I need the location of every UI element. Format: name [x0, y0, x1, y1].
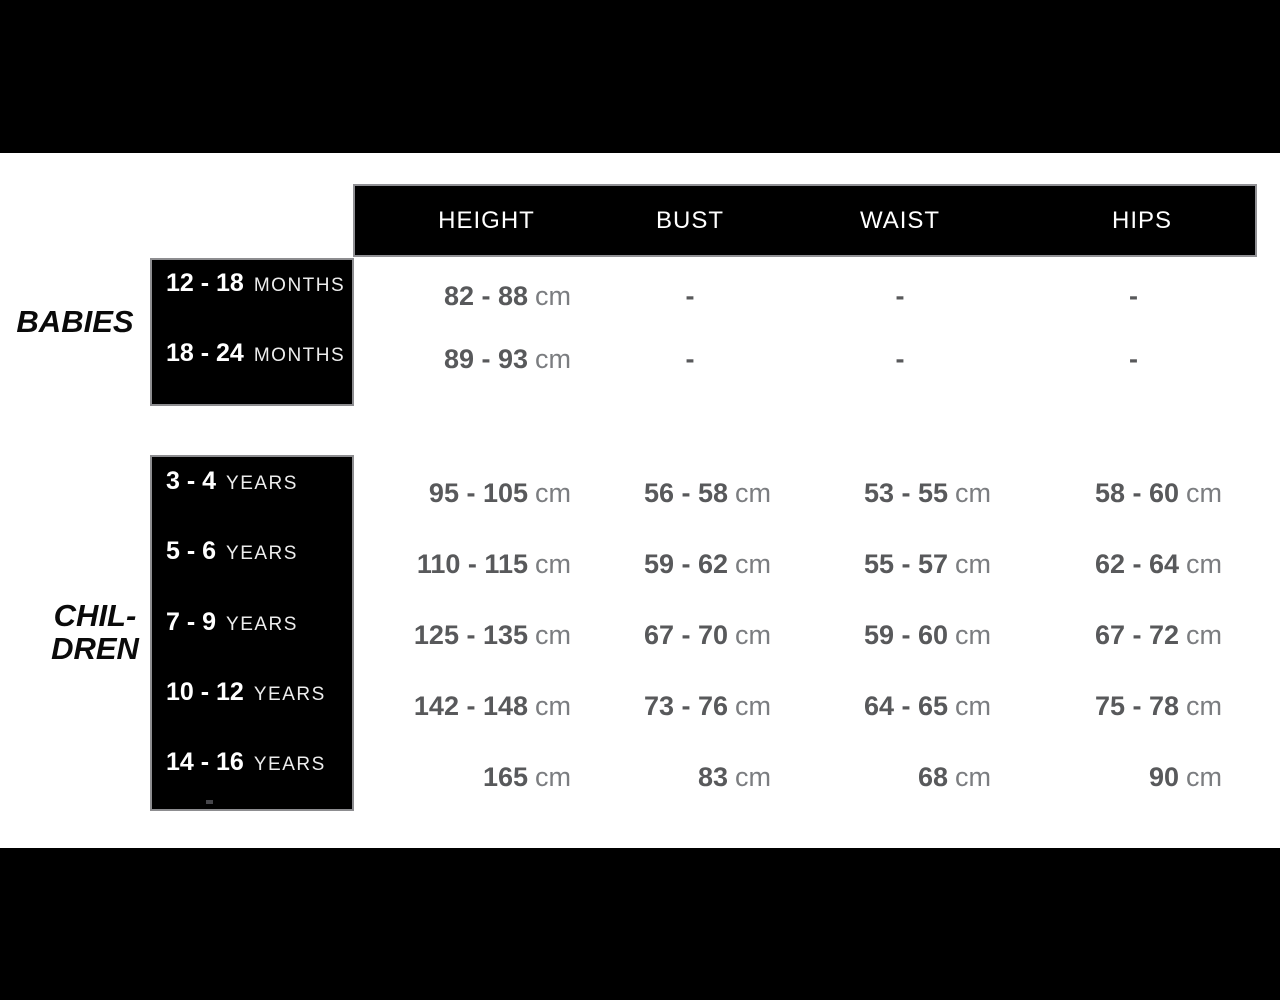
bottom-black-bar	[0, 848, 1280, 1000]
measurement-row	[353, 689, 1257, 728]
height-cell	[353, 279, 590, 318]
measurement-unit: cm	[735, 549, 771, 579]
age-range-value: 3 - 4	[166, 467, 217, 495]
column-header-height: HEIGHT	[438, 206, 535, 234]
empty-dash: -	[1129, 281, 1138, 311]
age-range-unit: YEARS	[226, 614, 298, 635]
column-header-hips: HIPS	[1111, 206, 1172, 234]
bust-cell	[590, 689, 790, 728]
bust-cell	[590, 342, 790, 381]
age-range-value: 14 - 16	[166, 748, 244, 776]
measurement-unit: cm	[535, 281, 571, 311]
measurement-value: 73 - 76	[643, 691, 728, 721]
age-range-unit: YEARS	[253, 684, 326, 705]
group-title-children	[20, 599, 170, 665]
age-range-unit: YEARS	[226, 473, 298, 494]
top-black-bar	[0, 0, 1280, 153]
measurement-value: 75 - 78	[1094, 691, 1179, 721]
age-range-unit: MONTHS	[253, 275, 346, 296]
age-label-box-children	[150, 455, 354, 811]
measurement-row	[353, 547, 1257, 586]
measurement-unit: cm	[735, 620, 771, 650]
waist-cell	[790, 618, 1010, 657]
measurement-value: 89 - 93	[443, 344, 528, 374]
measurement-unit: cm	[1186, 691, 1222, 721]
measurement-row	[353, 342, 1257, 381]
measurement-unit: cm	[735, 691, 771, 721]
age-range-row	[166, 336, 345, 374]
measurement-row	[353, 279, 1257, 318]
bust-cell	[590, 760, 790, 799]
hips-cell	[1010, 476, 1257, 515]
measurement-unit: cm	[955, 549, 991, 579]
measurement-unit: cm	[535, 691, 571, 721]
group-title-children-line2: DREN	[51, 631, 139, 666]
column-header-waist: WAIST	[859, 206, 941, 234]
measurement-row	[353, 476, 1257, 515]
empty-dash: -	[685, 281, 695, 311]
empty-dash: -	[895, 281, 905, 311]
measurement-unit: cm	[955, 762, 991, 792]
age-label-box-babies	[150, 258, 354, 406]
measurement-value: 165	[482, 762, 528, 792]
age-range-value: 10 - 12	[166, 678, 244, 706]
age-range-unit: YEARS	[253, 754, 326, 775]
measurement-value: 110 - 115	[416, 549, 528, 579]
group-title-babies: BABIES	[16, 304, 134, 339]
age-range-value: 18 - 24	[166, 339, 244, 367]
measurement-value: 142 - 148	[413, 691, 528, 721]
column-header-bust: BUST	[655, 206, 724, 234]
hips-cell	[1010, 547, 1257, 586]
age-range-value: 5 - 6	[166, 537, 217, 565]
measurement-value: 56 - 58	[643, 478, 728, 508]
age-range-unit: MONTHS	[253, 345, 346, 366]
age-range-row	[166, 534, 298, 572]
bust-cell	[590, 279, 790, 318]
measurement-value: 67 - 72	[1094, 620, 1179, 650]
age-range-unit: YEARS	[226, 543, 298, 564]
measurement-unit: cm	[535, 762, 571, 792]
measurement-value: 67 - 70	[643, 620, 728, 650]
height-cell	[353, 476, 590, 515]
hips-cell	[1010, 618, 1257, 657]
age-range-row	[166, 605, 298, 643]
age-range-row	[166, 464, 298, 502]
waist-cell	[790, 760, 1010, 799]
measurement-unit: cm	[955, 691, 991, 721]
age-range-row	[166, 675, 326, 713]
waist-cell	[790, 476, 1010, 515]
measurement-value: 53 - 55	[863, 478, 948, 508]
measurement-unit: cm	[1186, 478, 1222, 508]
measurement-unit: cm	[535, 344, 571, 374]
height-cell	[353, 547, 590, 586]
waist-cell	[790, 689, 1010, 728]
column-header-row	[353, 184, 1257, 257]
measurement-value: 55 - 57	[863, 549, 948, 579]
waist-cell	[790, 547, 1010, 586]
measurement-unit: cm	[1186, 620, 1222, 650]
hips-cell	[1010, 279, 1257, 318]
measurement-unit: cm	[535, 549, 571, 579]
measurement-row	[353, 618, 1257, 657]
waist-cell	[790, 279, 1010, 318]
age-range-row	[166, 266, 345, 304]
group-title-children-line1: CHIL-	[53, 598, 137, 633]
waist-cell	[790, 342, 1010, 381]
empty-dash: -	[895, 344, 905, 374]
measurement-value: 95 - 105	[428, 478, 528, 508]
measurement-value: 59 - 60	[863, 620, 948, 650]
height-cell	[353, 342, 590, 381]
measurement-value: 58 - 60	[1094, 478, 1179, 508]
measurement-value: 59 - 62	[643, 549, 728, 579]
measurement-value: 68	[917, 762, 948, 792]
hips-cell	[1010, 760, 1257, 799]
measurement-value: 90	[1148, 762, 1179, 792]
hips-cell	[1010, 342, 1257, 381]
bust-cell	[590, 618, 790, 657]
hips-cell	[1010, 689, 1257, 728]
measurement-unit: cm	[735, 762, 771, 792]
age-range-value: 7 - 9	[166, 608, 217, 636]
measurement-value: 83	[697, 762, 728, 792]
measurement-unit: cm	[1186, 549, 1222, 579]
height-cell	[353, 689, 590, 728]
bust-cell	[590, 476, 790, 515]
height-cell	[353, 760, 590, 799]
empty-dash: -	[1129, 344, 1138, 374]
measurement-unit: cm	[955, 478, 991, 508]
measurement-value: 64 - 65	[863, 691, 948, 721]
measurement-unit: cm	[535, 620, 571, 650]
age-range-row	[166, 745, 326, 783]
age-range-value: 12 - 18	[166, 269, 244, 297]
height-cell	[353, 618, 590, 657]
measurement-unit: cm	[535, 478, 571, 508]
measurement-value: 125 - 135	[413, 620, 528, 650]
measurement-unit: cm	[1186, 762, 1222, 792]
measurement-row	[353, 760, 1257, 799]
bust-cell	[590, 547, 790, 586]
measurement-value: 82 - 88	[443, 281, 528, 311]
measurement-unit: cm	[955, 620, 991, 650]
measurement-value: 62 - 64	[1094, 549, 1179, 579]
artifact-dot	[206, 800, 213, 804]
measurement-unit: cm	[735, 478, 771, 508]
empty-dash: -	[685, 344, 695, 374]
